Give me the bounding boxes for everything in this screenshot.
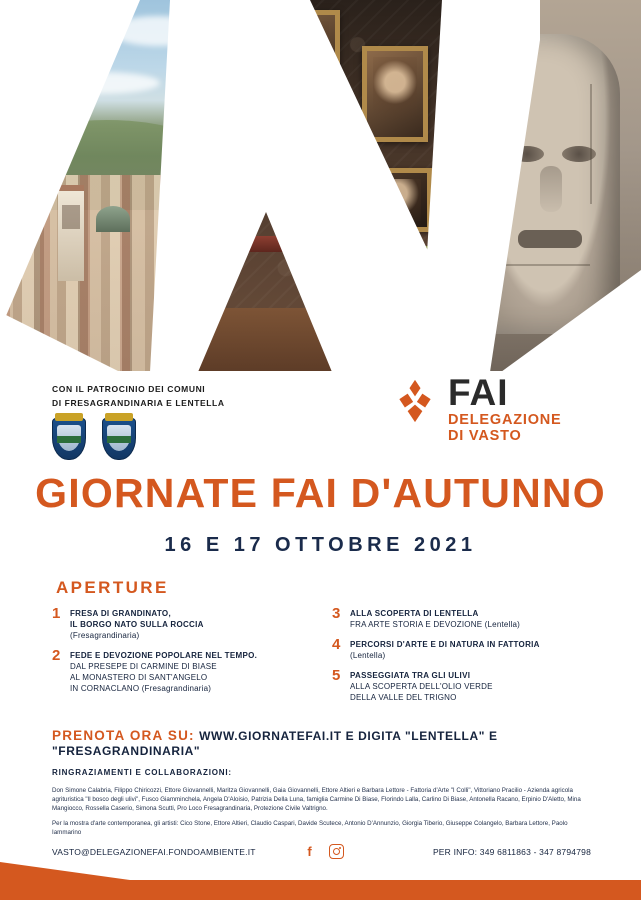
patronage-line-2: DI FRESAGRANDINARIA E LENTELLA: [52, 398, 225, 408]
opening-line: FRA ARTE STORIA E DEVOZIONE (Lentella): [350, 620, 521, 629]
fai-delegation-line1: DELEGAZIONE: [448, 412, 562, 428]
facebook-icon[interactable]: f: [307, 844, 312, 859]
opening-text: [70, 650, 257, 694]
opening-item: [332, 605, 592, 630]
stone-mouth: [518, 230, 582, 248]
poster-title: GIORNATE FAI D'AUTUNNO: [35, 470, 606, 516]
thanks-paragraph: Don Simone Calabria, Filippo Chiricozzi, Ettore Giovannelli, Maritza Giovannelli, Gaia Giovannelli, Ettore Altieri e Barbara Lettore - Fattoria d'Arte "I Colli", Vittoriano Pracilio - Azienda agricola agrituristica "Il bosco degli ulivi", Fusco Giamminchela, Angela D'Aloisio, Patrizia Della Luna, famiglia Carmine Di Biase, Florindo Lalla, Carlino Di Biase, Antonella Racano, Erpinio D'Aletto, Mina Mangiocco, Rossella Caserio, Simona Scutti, Pro Loco Fresagrandinaria, Protezione Civile Valtrigno.: [52, 787, 581, 812]
opening-line: ALLA SCOPERTA DELL'OLIO VERDE: [350, 682, 493, 691]
contact-email[interactable]: VASTO@DELEGAZIONEFAI.FONDOAMBIENTE.IT: [52, 847, 256, 857]
booking-value[interactable]: WWW.GIORNATEFAI.IT E DIGITA "LENTELLA" E "FRESAGRANDINARIA": [52, 729, 498, 758]
opening-text: [70, 608, 204, 641]
openings-columns: [52, 605, 592, 712]
thanks-heading: RINGRAZIAMENTI E COLLABORAZIONI:: [52, 768, 232, 777]
fai-wordmark: FAI: [448, 372, 509, 413]
stemma-comune-fresagrandinaria: [52, 418, 86, 460]
fai-logo-text: [448, 374, 562, 444]
opening-line: PERCORSI D'ARTE E DI NATURA IN FATTORIA: [350, 640, 540, 649]
opening-line: DAL PRESEPE DI CARMINE DI BIASE: [70, 662, 217, 671]
opening-number: 5: [332, 667, 341, 684]
opening-text: [350, 608, 520, 630]
crest-row: [52, 418, 302, 460]
openings-column-right: [332, 605, 592, 712]
patronage-block: [52, 382, 302, 460]
contact-phone: PER INFO: 349 6811863 - 347 8794798: [432, 847, 591, 857]
booking-label: PRENOTA ORA SU:: [52, 728, 195, 743]
aperture-heading: APERTURE: [56, 578, 169, 597]
opening-line: PASSEGGIATA TRA GLI ULIVI: [350, 671, 471, 680]
header-image-collage: [0, 0, 641, 372]
opening-item: [52, 605, 312, 641]
opening-line: AL MONASTERO DI SANT'ANGELO: [70, 673, 208, 682]
stone-nose: [540, 166, 562, 212]
thanks-paragraph: Per la mostra d'arte contemporanea, gli artisti: Cico Stone, Ettore Altieri, Claudio Caspari, Davide Scutece, Antonio D'Annunzio, Giorgia Tiberio, Giuseppe Colangelo, Barbara Lettore, Paolo Iammarino: [52, 820, 568, 836]
opening-line: (Lentella): [350, 651, 386, 660]
social-links: [302, 844, 344, 859]
instagram-icon[interactable]: [329, 844, 344, 859]
opening-line: FEDE E DEVOZIONE POPOLARE NEL TEMPO.: [70, 651, 258, 660]
opening-text: [350, 639, 540, 661]
fai-logo-mark: [392, 378, 438, 424]
poster-dates: 16 E 17 OTTOBRE 2021: [164, 534, 477, 556]
stemma-comune-lentella: [102, 418, 136, 460]
poster-footer: [0, 840, 641, 876]
opening-number: 4: [332, 636, 341, 653]
collage-edge: [0, 371, 641, 372]
bottom-accent-bar: [0, 880, 641, 900]
fai-logo: [392, 372, 592, 446]
thanks-body: [52, 786, 592, 843]
stone-crack: [500, 264, 590, 266]
opening-line: IL BORGO NATO SULLA ROCCIA: [70, 620, 204, 629]
wall-painting: [362, 46, 428, 142]
opening-line: (Fresagrandinaria): [70, 631, 140, 640]
opening-number: 1: [52, 605, 61, 622]
opening-line: DELLA VALLE DEL TRIGNO: [350, 693, 457, 702]
stone-crack: [590, 84, 592, 204]
church-dome: [96, 206, 130, 232]
opening-line: ALLA SCOPERTA DI LENTELLA: [350, 609, 479, 618]
booking-line: [52, 728, 612, 758]
bell-tower: [58, 185, 84, 281]
fai-delegation-line2: DI VASTO: [448, 428, 522, 444]
opening-text: [350, 670, 493, 703]
opening-number: 3: [332, 605, 341, 622]
openings-column-left: [52, 605, 312, 712]
opening-item: [332, 636, 592, 661]
opening-item: [52, 647, 312, 694]
opening-number: 2: [52, 647, 61, 664]
opening-line: IN CORNACLANO (Fresagrandinaria): [70, 684, 212, 693]
opening-item: [332, 667, 592, 703]
opening-line: FRESA DI GRANDINATO,: [70, 609, 171, 618]
patronage-line-1: CON IL PATROCINIO DEI COMUNI: [52, 384, 206, 394]
